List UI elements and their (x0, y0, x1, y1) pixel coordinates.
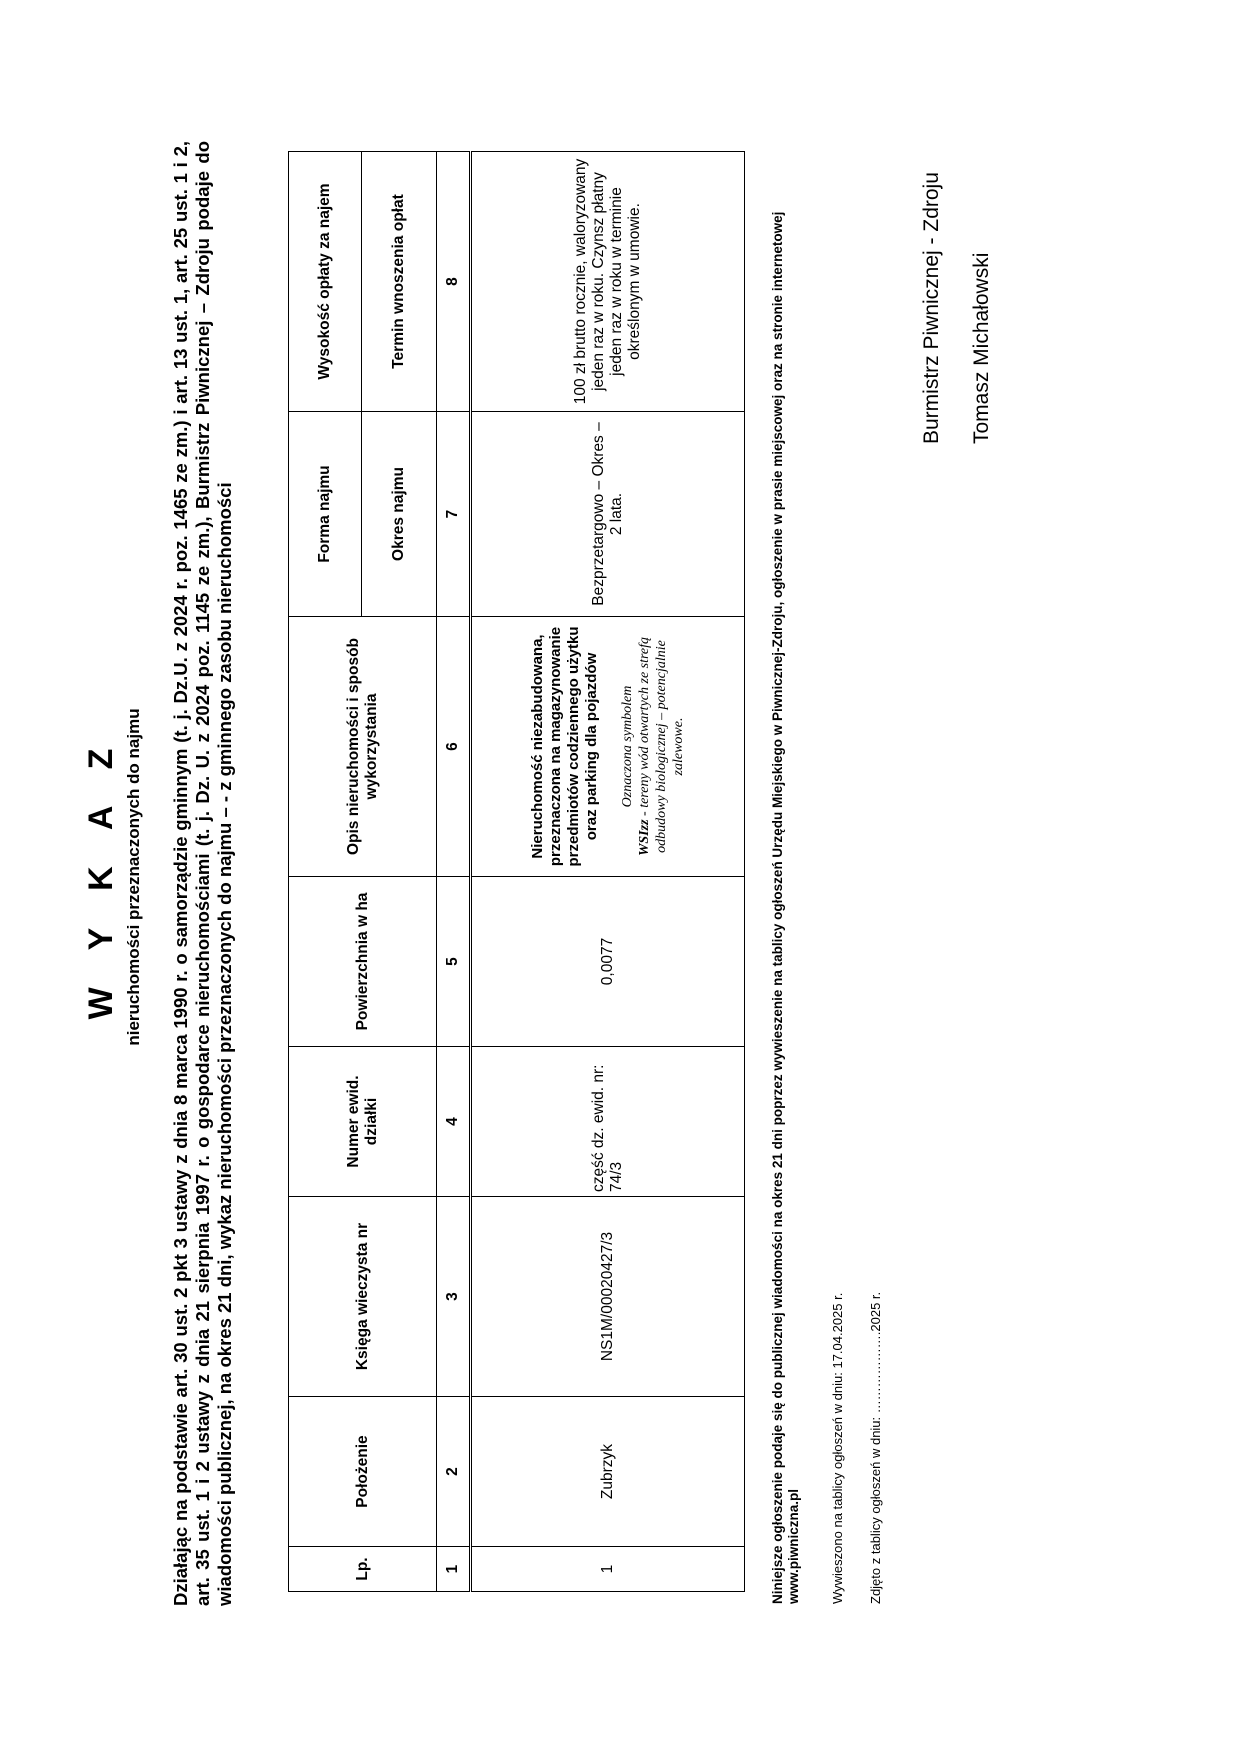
publication-footnote: Niniejsze ogłoszenie podaje się do publicznej wiadomości na okres 21 dni poprzez wywieszenie na tablicy ogłoszeń Urzędu Miejskiego w Piwnicznej-Zdroju, ogłoszenie w prasie miejscowej oraz na stronie internetowej www.piwniczna.pl (770, 211, 801, 1604)
column-number-row (437, 152, 471, 1592)
column-number: 5 (437, 877, 471, 1047)
zoning-note (619, 621, 687, 872)
header-okres: Okres najmu (362, 412, 437, 617)
column-number: 3 (437, 1197, 471, 1397)
cell-ksiega: NS1M/00020427/3 (471, 1197, 745, 1397)
header-numer: Numer ewid. działki (289, 1047, 437, 1197)
cell-opis (471, 617, 745, 877)
column-number: 4 (437, 1047, 471, 1197)
header-ksiega: Księga wieczysta nr (289, 1197, 437, 1397)
document-subtitle: nieruchomości przeznaczonych do najmu (124, 708, 143, 1046)
header-lp: Lp. (289, 1547, 437, 1592)
property-table (288, 151, 745, 1592)
cell-powierzchnia: 0,0077 (471, 877, 745, 1047)
intro-paragraph: Działając na podstawie art. 30 ust. 2 pkt 3 ustawy z dnia 8 marca 1990 r. o samorządzie gminnym (t. j. Dz.U. z 2024 r. poz. 1465 ze zm.) i art. 13 ust. 1, art. 25 ust. 1 i 2, art. 35 ust. 1 i 2 ustawy z dnia 21 sierpnia 1997 r. o gospodarce nieruchomościami (t. j. Dz. U. z 2024 poz. 1145 ze zm.), Burmistrz Piwnicznej – Zdroju podaje do wiadomości publicznej, na okres 21 dni, wykaz nieruchomości przeznaczonych do najmu – - z gminnego zasobu nieruchomości (170, 141, 235, 1606)
header-polozenie: Położenie (289, 1397, 437, 1547)
zoning-description: - tereny wód otwartych ze strefą odbudowy biologicznej – potencjalnie zalewowe. (637, 636, 686, 853)
header-forma: Forma najmu (289, 412, 362, 617)
cell-polozenie: Zubrzyk (471, 1397, 745, 1547)
document-title: W Y K A Z (82, 734, 120, 1020)
signer-name: Tomasz Michałowski (970, 252, 993, 444)
cell-termin: 100 zł brutto rocznie, waloryzowany jeden raz w roku. Czynsz płatny jeden raz w roku w terminie określonym w umowie. (471, 152, 745, 412)
header-termin: Termin wnoszenia opłat (362, 152, 437, 412)
description-text: Nieruchomość niezabudowana, przeznaczona na magazynowanie przedmiotów codziennego użytku oraz parking dla pojazdów (529, 626, 600, 867)
cell-numer: część dz. ewid. nr: 74/3 (471, 1047, 745, 1197)
signer-title: Burmistrz Piwnicznej - Zdroju (920, 172, 943, 444)
column-number: 6 (437, 617, 471, 877)
header-powierzchnia: Powierzchnia w ha (289, 877, 437, 1047)
removed-date: Zdjęto z tablicy ogłoszeń w dniu: ……………….2025 r. (868, 1291, 883, 1604)
cell-lp: 1 (471, 1547, 745, 1592)
column-number: 1 (437, 1547, 471, 1592)
posted-date: Wywieszono na tablicy ogłoszeń w dniu: 17.04.2025 r. (830, 1292, 845, 1604)
column-number: 8 (437, 152, 471, 412)
table-row (471, 152, 745, 1592)
cell-okres: Bezprzetargowo – Okres – 2 lata. (471, 412, 745, 617)
header-opis: Opis nieruchomości i sposób wykorzystania (289, 617, 437, 877)
zoning-symbol: WSIzz (637, 819, 652, 857)
column-number: 7 (437, 412, 471, 617)
zoning-prefix: Oznaczona symbolem (620, 685, 635, 808)
header-wysokosc: Wysokość opłaty za najem (289, 152, 362, 412)
column-number: 2 (437, 1397, 471, 1547)
